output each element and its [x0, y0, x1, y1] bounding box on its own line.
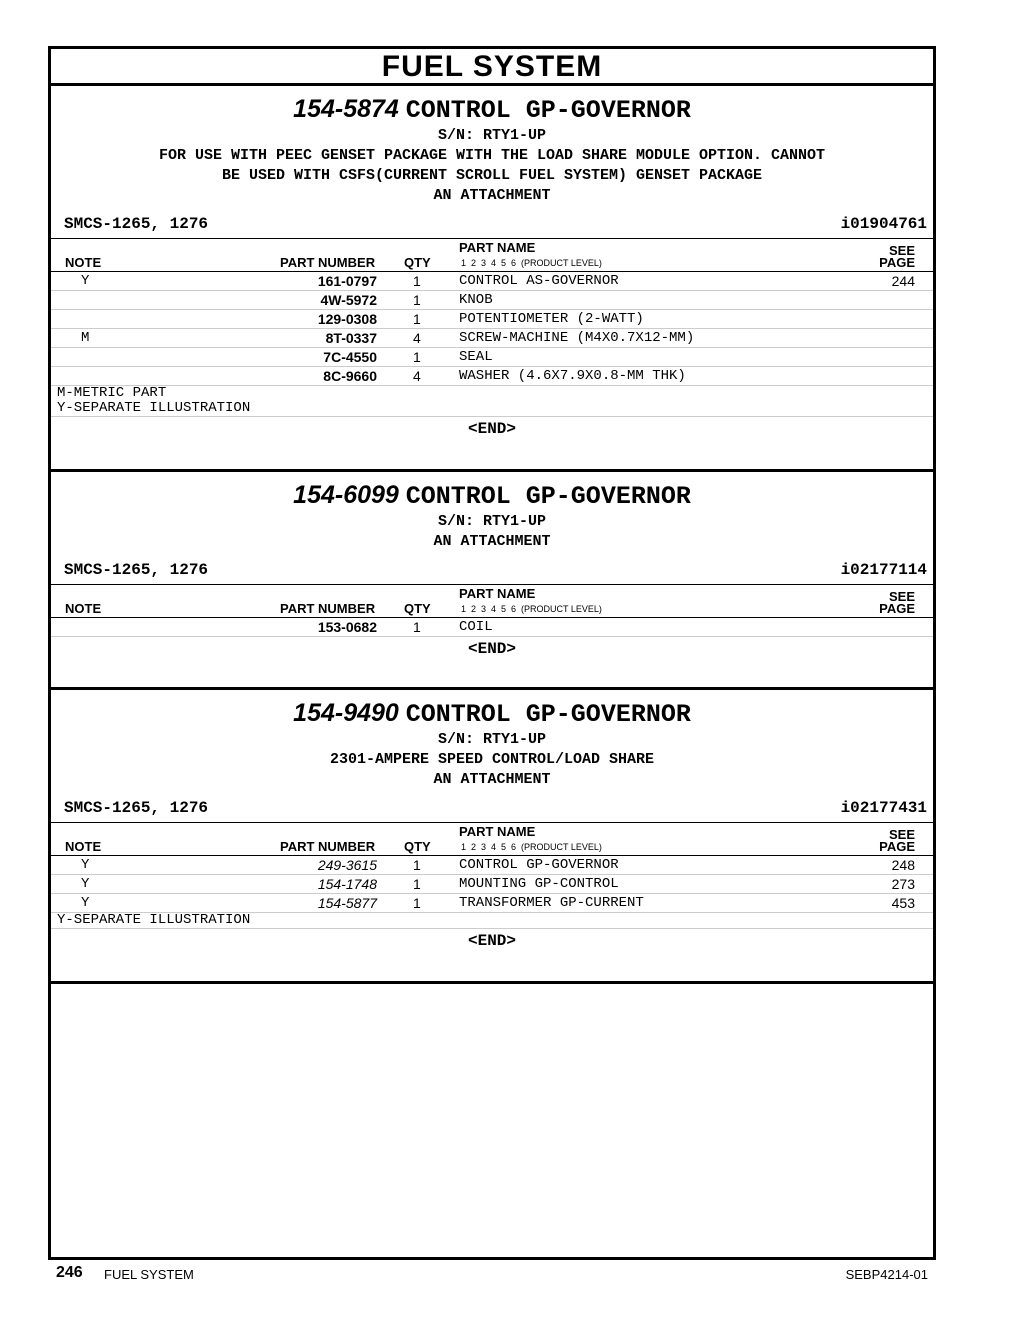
- group-desc-line: AN ATTACHMENT: [433, 187, 551, 204]
- smcs-line: [51, 798, 933, 822]
- col-page: PAGE: [879, 255, 915, 270]
- col-note: NOTE: [65, 601, 102, 616]
- smcs-code: SMCS-1265, 1276: [64, 215, 209, 233]
- group-desc-line: AN ATTACHMENT: [433, 771, 551, 788]
- legend: [51, 913, 933, 929]
- row-part-number: 154-1748: [317, 876, 377, 892]
- row-note: Y: [81, 895, 90, 911]
- row-qty: 1: [413, 619, 421, 635]
- smcs-line: [51, 560, 933, 584]
- group-part-number: 154-9490: [293, 699, 399, 727]
- table-row: [51, 272, 933, 291]
- row-part-name: CONTROL GP-GOVERNOR: [459, 857, 619, 873]
- row-see-page: 273: [891, 876, 915, 892]
- column-header: [51, 584, 933, 618]
- table-row: [51, 291, 933, 310]
- col-see: SEE: [888, 827, 915, 842]
- row-part-name: SCREW-MACHINE (M4X0.7X12-MM): [459, 330, 695, 346]
- page-title: FUEL SYSTEM: [51, 49, 933, 86]
- col-qty: QTY: [404, 839, 431, 854]
- row-qty: 4: [413, 330, 421, 346]
- column-header: [51, 822, 933, 856]
- group-title: [51, 480, 933, 512]
- row-see-page: 248: [891, 857, 915, 873]
- row-note: Y: [81, 857, 90, 873]
- row-qty: 1: [413, 876, 421, 892]
- row-part-name: POTENTIOMETER (2-WATT): [459, 311, 644, 327]
- row-part-name: MOUNTING GP-CONTROL: [459, 876, 619, 892]
- group-desc-line: FOR USE WITH PEEC GENSET PACKAGE WITH THE LOAD SHARE MODULE OPTION. CANNOT: [158, 147, 826, 164]
- row-see-page: 453: [891, 895, 915, 911]
- table-row: [51, 310, 933, 329]
- group-section: [51, 698, 933, 984]
- row-note: Y: [81, 273, 90, 289]
- col-part-number: PART NUMBER: [280, 839, 376, 854]
- row-qty: 1: [413, 895, 421, 911]
- group-desc-line: S/N: RTY1-UP: [437, 513, 547, 530]
- row-part-number: 153-0682: [317, 619, 377, 635]
- table-row: [51, 856, 933, 875]
- footer-section: FUEL SYSTEM: [104, 1267, 194, 1282]
- table-row: [51, 618, 933, 637]
- group-name: CONTROL GP-GOVERNOR: [405, 700, 691, 729]
- row-part-name: KNOB: [459, 292, 493, 308]
- column-header: [51, 238, 933, 272]
- row-note: M: [81, 330, 90, 346]
- col-note: NOTE: [65, 255, 102, 270]
- row-qty: 4: [413, 368, 421, 384]
- row-part-name: TRANSFORMER GP-CURRENT: [459, 895, 644, 911]
- group-title: [51, 94, 933, 126]
- page-frame: [48, 46, 936, 1260]
- group-name: CONTROL GP-GOVERNOR: [405, 482, 691, 511]
- end-marker: <END>: [467, 420, 516, 438]
- group-title: [51, 698, 933, 730]
- document-id: SEBP4214-01: [845, 1267, 928, 1282]
- col-note: NOTE: [65, 839, 102, 854]
- row-part-number: 4W-5972: [320, 292, 377, 308]
- row-part-name: SEAL: [459, 349, 493, 365]
- smcs-line: [51, 214, 933, 238]
- group-desc-line: AN ATTACHMENT: [433, 533, 551, 550]
- legend-line: M-METRIC PART: [57, 385, 167, 401]
- row-qty: 1: [413, 857, 421, 873]
- col-part-name: PART NAME: [459, 586, 536, 601]
- table-row: [51, 329, 933, 348]
- group-part-number: 154-6099: [293, 481, 399, 509]
- col-part-name: PART NAME: [459, 240, 536, 255]
- row-qty: 1: [413, 273, 421, 289]
- group-desc-line: S/N: RTY1-UP: [437, 731, 547, 748]
- col-page: PAGE: [879, 601, 915, 616]
- group-desc-line: BE USED WITH CSFS(CURRENT SCROLL FUEL SYSTEM) GENSET PACKAGE: [221, 167, 763, 184]
- row-part-number: 8T-0337: [325, 330, 377, 346]
- page-number: 246: [56, 1264, 83, 1281]
- group-part-number: 154-5874: [293, 95, 399, 123]
- illustration-id: i01904761: [840, 215, 927, 233]
- illustration-id: i02177114: [840, 561, 927, 579]
- row-note: Y: [81, 876, 90, 892]
- col-part-number: PART NUMBER: [280, 601, 376, 616]
- col-levels: 1 2 3 4 5 6 (PRODUCT LEVEL): [461, 842, 602, 852]
- end-marker: <END>: [467, 640, 516, 658]
- group-section: [51, 480, 933, 690]
- group-desc-line: 2301-AMPERE SPEED CONTROL/LOAD SHARE: [329, 751, 655, 768]
- table-row: [51, 367, 933, 386]
- col-part-number: PART NUMBER: [280, 255, 376, 270]
- group-desc-line: S/N: RTY1-UP: [437, 127, 547, 144]
- col-levels: 1 2 3 4 5 6 (PRODUCT LEVEL): [461, 604, 602, 614]
- end-marker: <END>: [467, 932, 516, 950]
- row-part-number: 8C-9660: [323, 368, 377, 384]
- table-row: [51, 894, 933, 913]
- row-part-number: 154-5877: [317, 895, 377, 911]
- row-qty: 1: [413, 311, 421, 327]
- col-qty: QTY: [404, 601, 431, 616]
- row-qty: 1: [413, 292, 421, 308]
- col-see: SEE: [888, 589, 915, 604]
- smcs-code: SMCS-1265, 1276: [64, 799, 209, 817]
- row-part-number: 129-0308: [317, 311, 377, 327]
- row-qty: 1: [413, 349, 421, 365]
- smcs-code: SMCS-1265, 1276: [64, 561, 209, 579]
- group-section: [51, 94, 933, 472]
- row-part-number: 249-3615: [317, 857, 377, 873]
- col-qty: QTY: [404, 255, 431, 270]
- row-part-name: CONTROL AS-GOVERNOR: [459, 273, 619, 289]
- row-part-name: COIL: [459, 619, 493, 635]
- col-part-name: PART NAME: [459, 824, 536, 839]
- row-part-number: 161-0797: [317, 273, 377, 289]
- illustration-id: i02177431: [840, 799, 927, 817]
- table-row: [51, 875, 933, 894]
- group-name: CONTROL GP-GOVERNOR: [405, 96, 691, 125]
- table-row: [51, 348, 933, 367]
- col-levels: 1 2 3 4 5 6 (PRODUCT LEVEL): [461, 258, 602, 268]
- legend-line: Y-SEPARATE ILLUSTRATION: [57, 400, 251, 416]
- row-see-page: 244: [891, 273, 915, 289]
- legend: [51, 386, 933, 417]
- col-page: PAGE: [879, 839, 915, 854]
- row-part-name: WASHER (4.6X7.9X0.8-MM THK): [459, 368, 686, 384]
- col-see: SEE: [888, 243, 915, 258]
- row-part-number: 7C-4550: [323, 349, 377, 365]
- legend-line: Y-SEPARATE ILLUSTRATION: [57, 912, 251, 928]
